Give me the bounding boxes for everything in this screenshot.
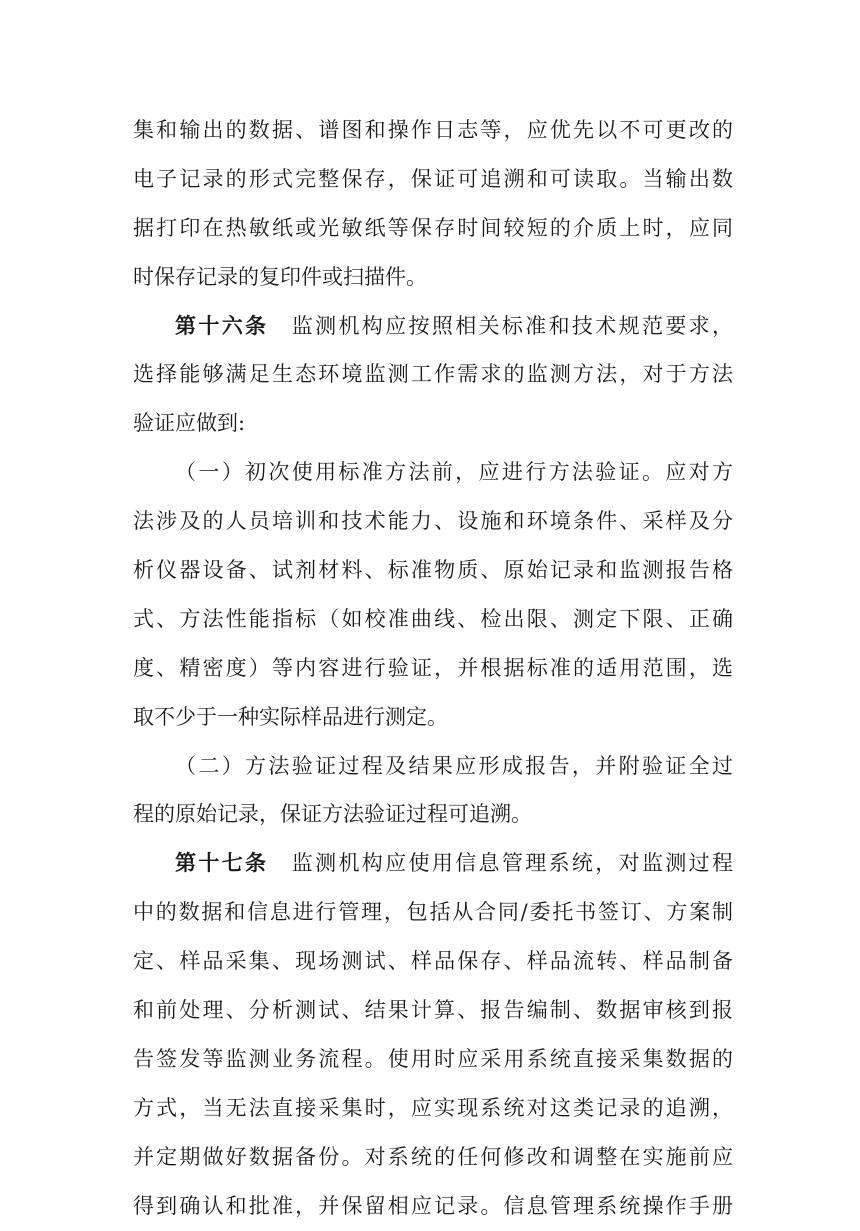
clause-2 — [133, 742, 733, 840]
text-line: 据打印在热敏纸或光敏纸等保存时间较短的介质上时，应同 — [133, 215, 733, 240]
text-run: 监测机构应按照相关标准和技术规范要求， — [268, 313, 734, 338]
text-line — [133, 839, 733, 888]
text-line: 电子记录的形式完整保存，保证可追溯和可读取。当输出数 — [133, 166, 733, 191]
text-line: 方式，当无法直接采集时，应实现系统对这类记录的追溯， — [133, 1095, 733, 1120]
text-line: 验证应做到: — [133, 411, 246, 436]
text-line — [133, 302, 733, 351]
text-line: 和前处理、分析测试、结果计算、报告编制、数据审核到报 — [133, 998, 733, 1023]
text-line: 度、精密度）等内容进行验证，并根据标准的适用范围，选 — [133, 655, 733, 680]
article-heading: 第十六条 — [175, 313, 269, 338]
text-line: 告签发等监测业务流程。使用时应采用系统直接采集数据的 — [133, 1046, 733, 1071]
text-line: 定、样品采集、现场测试、样品保存、样品流转、样品制备 — [133, 949, 733, 974]
text-line: 并定期做好数据备份。对系统的任何修改和调整在实施前应 — [133, 1144, 733, 1169]
paragraph — [133, 106, 733, 302]
text-line: 法涉及的人员培训和技术能力、设施和环境条件、采样及分 — [133, 509, 733, 534]
text-line: 中的数据和信息进行管理，包括从合同/委托书签订、方案制 — [133, 900, 733, 925]
text-line: 取不少于一种实际样品进行测定。 — [133, 704, 448, 729]
article-16 — [133, 302, 733, 449]
text-line: 得到确认和批准，并保留相应记录。信息管理系统操作手册 — [133, 1193, 733, 1218]
text-line: 式、方法性能指标（如校准曲线、检出限、测定下限、正确 — [133, 606, 733, 631]
text-run: 监测机构应使用信息管理系统，对监测过程 — [268, 851, 734, 876]
text-line: 集和输出的数据、谱图和操作日志等，应优先以不可更改的 — [133, 118, 733, 142]
text-line: 程的原始记录，保证方法验证过程可追溯。 — [133, 802, 532, 827]
text-line: 时保存记录的复印件或扫描件。 — [133, 264, 427, 289]
text-line: 析仪器设备、试剂材料、标准物质、原始记录和监测报告格 — [133, 558, 733, 583]
clause-1 — [133, 448, 733, 741]
article-17 — [133, 839, 733, 1230]
text-line: （二）方法验证过程及结果应形成报告，并附验证全过 — [175, 753, 733, 778]
document-body — [133, 106, 733, 1230]
text-line: （一）初次使用标准方法前，应进行方法验证。应对方 — [175, 460, 733, 485]
text-line: 选择能够满足生态环境监测工作需求的监测方法，对于方法 — [133, 362, 733, 387]
article-heading: 第十七条 — [175, 851, 269, 876]
